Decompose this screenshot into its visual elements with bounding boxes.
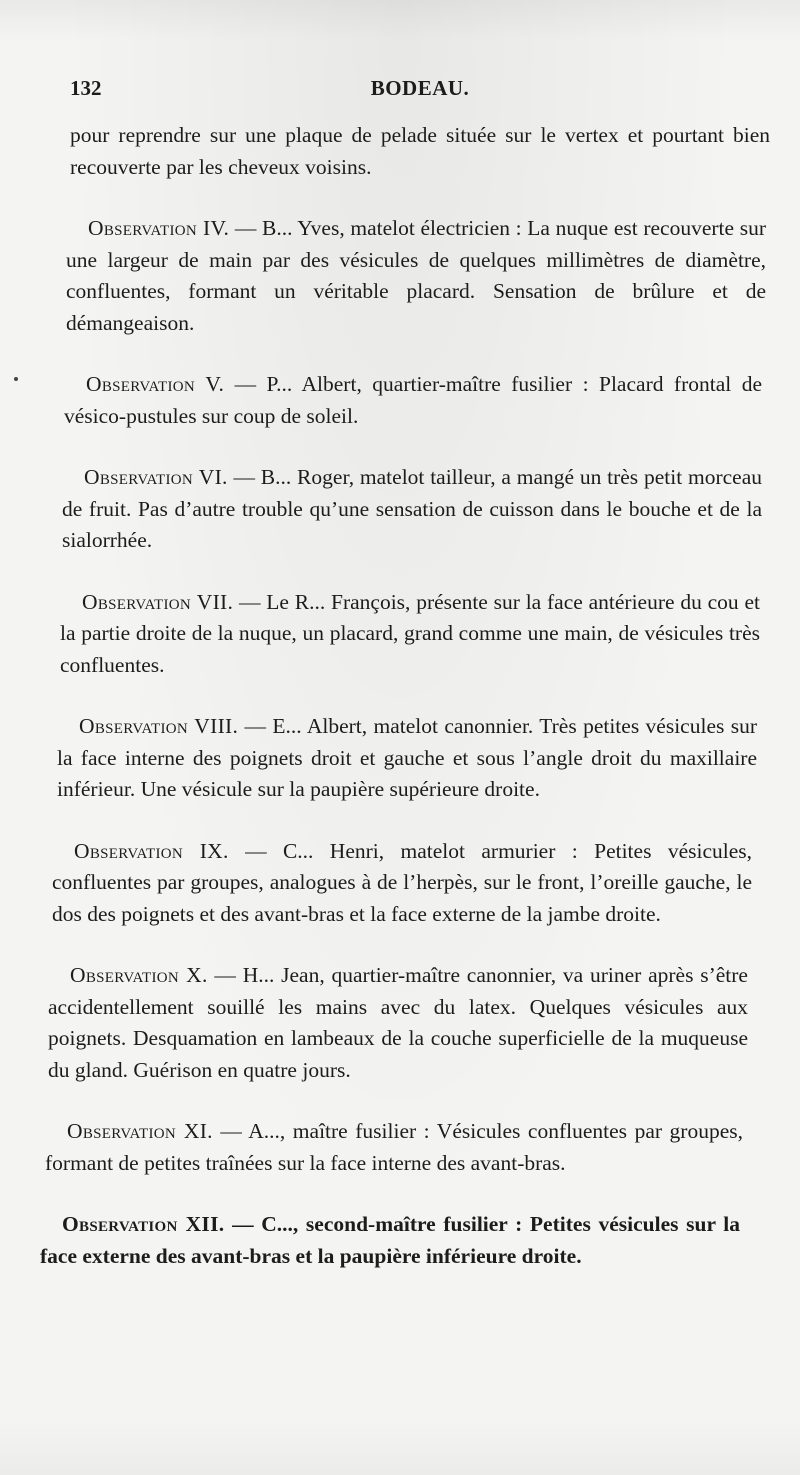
observation-label: Observation VI. bbox=[84, 465, 228, 489]
observation-9 bbox=[52, 836, 752, 931]
margin-speck bbox=[14, 377, 18, 381]
observation-12 bbox=[40, 1209, 740, 1272]
observation-paragraph bbox=[48, 960, 748, 1086]
observation-label: Observation X. bbox=[70, 963, 208, 987]
observation-text: — B... Yves, matelot électricien : La nuque est recouverte sur une largeur de main par des vésicules de quelques millimètres de diamètre, confluentes, formant un véritable placard. Sensation de brûlure et de démangeaison. bbox=[66, 216, 767, 335]
observation-text: — H... Jean, quartier-maître canonnier, va uriner après s’être accidentellement souillé les mains avec du latex. Quelques vésicules aux poignets. Desquamation en lambeaux de la couche superficielle de la muqueuse du gland. Guérison en quatre jours. bbox=[48, 963, 748, 1082]
observation-text: — E... Albert, matelot canonnier. Très petites vésicules sur la face interne des poignets droit et gauche et sous l’angle droit du maxillaire inférieur. Une vésicule sur la paupière supérieure droite. bbox=[57, 714, 757, 801]
observation-6 bbox=[62, 462, 762, 557]
observation-paragraph bbox=[62, 462, 762, 557]
observation-paragraph bbox=[64, 369, 762, 432]
page-number: 132 bbox=[70, 76, 102, 100]
observation-paragraph bbox=[66, 213, 766, 339]
observation-paragraph bbox=[52, 836, 752, 931]
observation-paragraph bbox=[57, 711, 757, 806]
observation-text: — B... Roger, matelot tailleur, a mangé un très petit morceau de fruit. Pas d’autre trouble qu’une sensation de cuisson dans le bouche et de la sialorrhée. bbox=[62, 465, 762, 552]
observation-4 bbox=[66, 213, 766, 339]
observation-label: Observation VII. bbox=[82, 589, 234, 614]
observation-label: Observation IV. bbox=[88, 216, 230, 240]
observation-paragraph bbox=[45, 1116, 743, 1179]
observation-5 bbox=[64, 369, 762, 432]
observation-8 bbox=[57, 711, 757, 806]
observation-10 bbox=[48, 960, 748, 1086]
observation-text: — C... Henri, matelot armurier : Petites vésicules, confluentes par groupes, analogues à de l’herpès, sur le front, l’oreille gauche, le dos des poignets et des avant-bras et la face externe de la jambe droite. bbox=[52, 838, 752, 926]
observation-11 bbox=[45, 1116, 743, 1179]
continued-paragraph: pour reprendre sur une plaque de pelade située sur le vertex et pourtant bien recouverte par les cheveux voisins. bbox=[70, 123, 770, 179]
observation-label: Observation XII. bbox=[62, 1212, 225, 1236]
observation-label: Observation XI. bbox=[67, 1119, 213, 1143]
observation-text: — C..., second-maître fusilier : Petites vésicules sur la face externe des avant-bras et la paupière inférieure droite. bbox=[40, 1212, 740, 1268]
observation-text: — Le R... François, présente sur la face antérieure du cou et la partie droite de la nuque, un placard, grand comme une main, de vésicules très confluentes. bbox=[60, 589, 760, 677]
page-body bbox=[0, 120, 800, 1272]
observation-label: Observation IX. bbox=[74, 838, 229, 863]
observation-text: — A..., maître fusilier : Vésicules confluentes par groupes, formant de petites traînées sur la face interne des avant-bras. bbox=[45, 1119, 744, 1175]
observation-label: Observation V. bbox=[86, 372, 225, 396]
observation-paragraph bbox=[40, 1209, 740, 1272]
page-header bbox=[70, 76, 770, 110]
observation-paragraph bbox=[60, 587, 760, 682]
observation-text: — P... Albert, quartier-maître fusilier : Placard frontal de vésico-pustules sur coup de soleil. bbox=[64, 372, 762, 428]
observation-label: Observation VIII. bbox=[79, 714, 239, 738]
running-head: BODEAU. bbox=[370, 76, 470, 100]
observation-7 bbox=[60, 587, 760, 682]
